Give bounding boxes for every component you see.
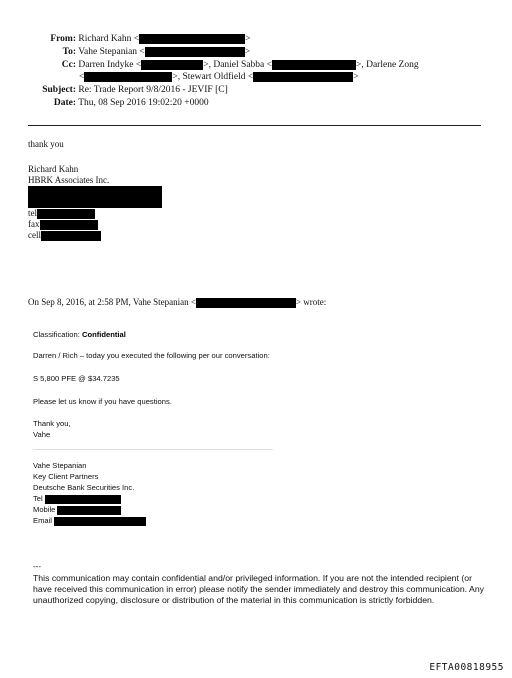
- date-label: Date:: [53, 98, 76, 108]
- document-id: EFTA00818955: [429, 662, 504, 673]
- disclaimer-separator: ---: [33, 562, 41, 571]
- redaction-box: [57, 506, 121, 515]
- redaction-box: [272, 60, 356, 70]
- to-name: Vahe Stepanian <: [78, 47, 145, 58]
- from-label: From:: [50, 34, 76, 45]
- redaction-box: [253, 72, 353, 82]
- quote-sig-company: Deutsche Bank Securities Inc.: [33, 483, 135, 492]
- subject-line: [34, 85, 228, 95]
- redaction-box: [139, 34, 245, 44]
- sig-tel: tel: [28, 208, 95, 219]
- quote-sig-tel: Tel: [33, 494, 121, 504]
- redaction-box: [145, 47, 245, 57]
- quote-sig-mobile: Mobile: [33, 505, 121, 515]
- to-label: To:: [62, 47, 76, 58]
- quote-line-3: Please let us know if you have questions.: [33, 397, 172, 406]
- redaction-box: [41, 231, 101, 241]
- quote-closing-1: Thank you,: [33, 419, 71, 428]
- redaction-box: [40, 220, 98, 230]
- redaction-box: [45, 495, 121, 504]
- from-name: Richard Kahn <: [78, 34, 140, 45]
- classification-label: Classification:: [33, 330, 80, 339]
- header-divider: [28, 125, 481, 126]
- cc-line-2: < >, Stewart Oldfield < >: [79, 72, 359, 83]
- sig-cell: cell: [28, 230, 101, 241]
- cc-line-1: Cc: Darren Indyke < >, Daniel Sabba < >, Darlene Zong: [46, 60, 419, 70]
- from-line: From: Richard Kahn < >: [46, 34, 251, 44]
- redaction-box: [141, 60, 203, 70]
- redaction-box: [28, 186, 162, 208]
- to-line: To: Vahe Stepanian < >: [46, 47, 250, 57]
- redaction-box: [37, 209, 95, 219]
- date-text: Thu, 08 Sep 2016 19:02:20 +0000: [78, 98, 209, 108]
- quote-intro: On Sep 8, 2016, at 2:58 PM, Vahe Stepanian < > wrote:: [28, 297, 327, 307]
- quote-sig-team: Key Client Partners: [33, 472, 99, 481]
- disclaimer-text: This communication may contain confidential and/or privileged information. If you are not the intended recipient (or have received this communication in error) please notify the sender immediately and destroy this communication. Any unauthorized copying, disclosure or distribution of the material in this communication is strictly forbidden.: [33, 573, 485, 606]
- quote-sig-email: Email: [33, 516, 146, 526]
- redaction-box: [84, 72, 172, 82]
- redaction-box: [196, 298, 296, 308]
- sig-company: HBRK Associates Inc.: [28, 175, 110, 185]
- quote-trade-line: S 5,800 PFE @ $34.7235: [33, 374, 120, 383]
- sig-name: Richard Kahn: [28, 164, 79, 174]
- classification-line: [33, 330, 126, 339]
- subject-text: Re: Trade Report 9/8/2016 - JEVIF [C]: [78, 85, 228, 95]
- sig-address-redacted: [28, 186, 162, 208]
- quote-sig-divider: [33, 449, 273, 450]
- sig-fax: fax: [28, 219, 98, 230]
- quote-line-1: Darren / Rich – today you executed the following per our conversation:: [33, 351, 270, 360]
- quote-sig-name: Vahe Stepanian: [33, 461, 87, 470]
- cc-label: Cc:: [61, 60, 76, 71]
- date-line: [46, 98, 209, 108]
- redaction-box: [54, 517, 146, 526]
- quote-closing-2: Vahe: [33, 430, 51, 439]
- classification-value: Confidential: [81, 330, 126, 339]
- subject-label: Subject:: [42, 85, 76, 95]
- reply-greeting: thank you: [28, 139, 64, 149]
